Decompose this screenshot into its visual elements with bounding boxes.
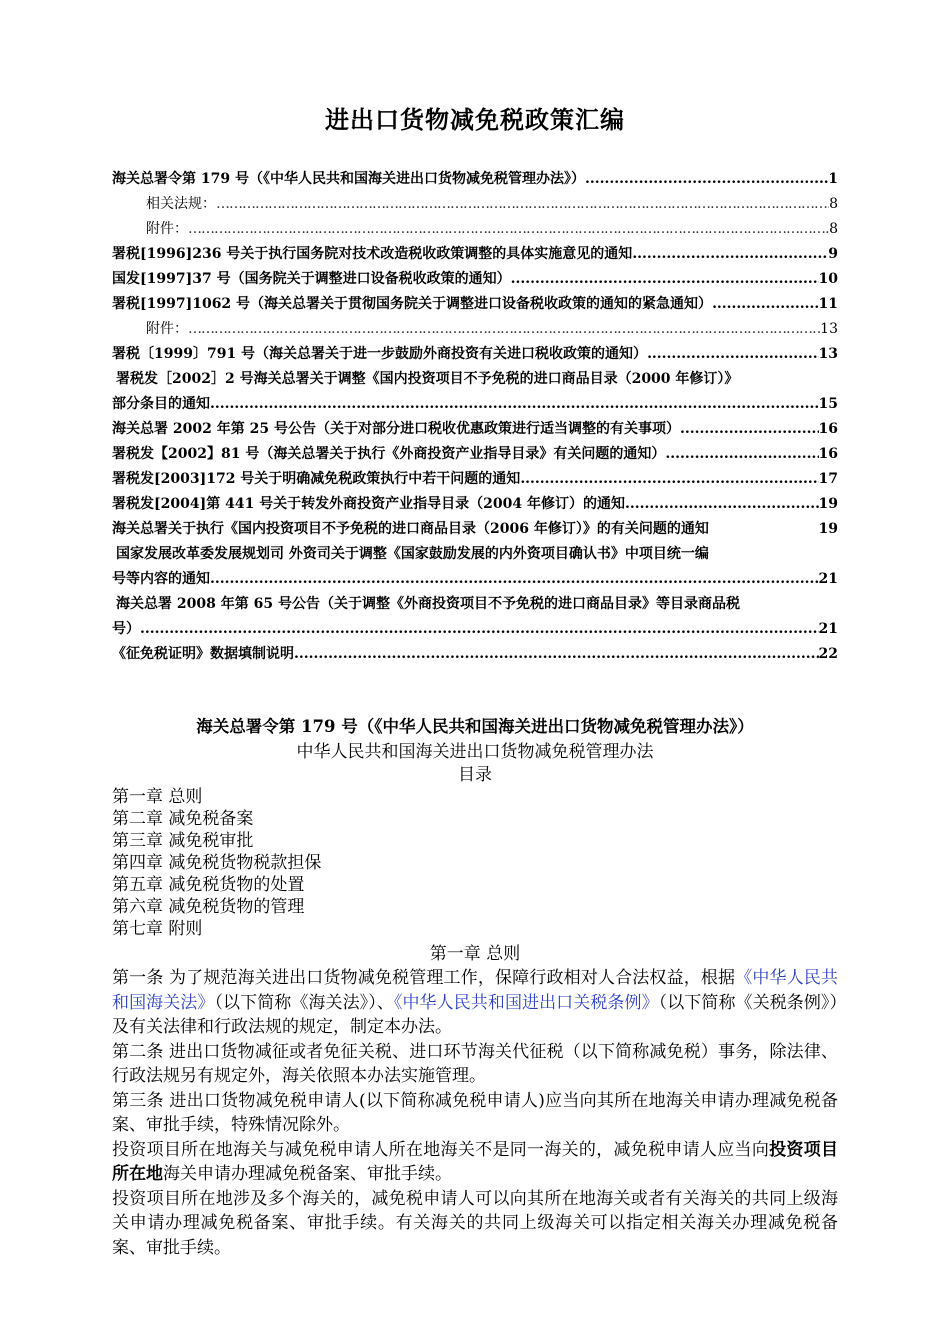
toc-entry[interactable]	[112, 317, 838, 342]
toc-entry[interactable]	[112, 592, 838, 617]
toc-leader-dots	[294, 642, 819, 667]
toc-entry-title: 海关总署 2008 年第 65 号公告（关于调整《外商投资项目不予免税的进口商品目录》等目录商品税	[116, 596, 740, 612]
toc-entry-title: 国发[1997]37 号（国务院关于调整进口设备税收政策的通知）	[112, 271, 511, 287]
toc-entry-title: 海关总署令第 179 号（《中华人民共和国海关进出口货物减免税管理办法》）	[112, 171, 585, 187]
toc-leader-dots	[188, 317, 820, 342]
toc-entry-title: 署税发［2002］2 号海关总署关于调整《国内投资项目不予免税的进口商品目录（2000 年修订）》	[116, 371, 739, 387]
customs-law-link[interactable]: 《中华人民共和国海关法》	[112, 968, 839, 1013]
article-1-text: 第一条 为了规范海关进出口货物减免税管理工作，保障行政相对人合法权益，根据	[112, 968, 736, 988]
toc-entry-title: 附件：	[146, 321, 188, 337]
contents-heading: 目录	[458, 765, 492, 785]
toc-entry-title: 国家发展改革委发展规划司 外资司关于调整《国家鼓励发展的内外资项目确认书》中项目统一编	[116, 546, 709, 562]
chapter-item: 第六章 减免税货物的管理	[112, 897, 305, 917]
toc-page-number: 19	[818, 521, 838, 537]
paragraph-4-text: 海关申请办理减免税备案、审批手续。	[163, 1164, 452, 1184]
toc-leader-dots	[665, 442, 818, 467]
toc-entry[interactable]	[112, 192, 838, 217]
toc-entry-title: 《征免税证明》数据填制说明	[112, 646, 294, 662]
toc-page-number: 13	[818, 346, 838, 362]
toc-entry[interactable]	[112, 242, 838, 267]
toc-leader-dots	[511, 267, 819, 292]
toc-page-number: 1	[828, 171, 838, 187]
toc-entry-title: 署税发[2004]第 441 号关于转发外商投资产业指导目录（2004 年修订）的通知	[112, 496, 626, 512]
toc-entry[interactable]	[112, 167, 838, 192]
toc-page-number: 22	[818, 646, 838, 662]
toc-entry-title: 署税发【2002】81 号（海关总署关于执行《外商投资产业指导目录》有关问题的通知）	[112, 446, 666, 462]
toc-entry[interactable]	[112, 292, 838, 317]
toc-leader-dots	[188, 217, 829, 242]
toc-entry[interactable]	[112, 542, 838, 567]
toc-entry[interactable]	[112, 617, 838, 642]
toc-leader-dots	[210, 567, 819, 592]
paragraph-4	[112, 1138, 838, 1187]
toc-entry[interactable]	[112, 342, 838, 367]
toc-page-number: 19	[818, 496, 838, 512]
toc-page-number: 13	[820, 321, 838, 337]
toc-entry[interactable]	[112, 217, 838, 242]
toc-leader-dots	[625, 492, 818, 517]
toc-entry-title: 海关总署关于执行《国内投资项目不予免税的进口商品目录（2006 年修订）》的有关问题的通知	[112, 521, 709, 537]
toc-leader-dots	[210, 392, 819, 417]
paragraph-4-text: 投资项目所在地海关与减免税申请人所在地海关不是同一海关的，减免税申请人应当向	[112, 1139, 770, 1160]
toc-leader-dots	[585, 167, 828, 192]
toc-page-number: 10	[818, 271, 838, 287]
toc-entry[interactable]	[112, 392, 838, 417]
toc-page-number: 15	[818, 396, 838, 412]
toc-leader-dots	[216, 192, 829, 217]
toc-leader-dots	[647, 342, 818, 367]
toc-entry[interactable]	[112, 492, 838, 517]
toc-page-number: 9	[828, 246, 838, 262]
toc-leader-dots	[680, 417, 819, 442]
toc-page-number: 11	[818, 296, 838, 312]
toc-entry-title: 署税发[2003]172 号关于明确减免税政策执行中若干问题的通知	[112, 471, 521, 487]
document-title: 进出口货物减免税政策汇编	[325, 105, 625, 134]
toc-page-number: 21	[818, 621, 838, 637]
toc-entry[interactable]	[112, 417, 838, 442]
table-of-contents	[112, 167, 838, 667]
article-1	[112, 966, 838, 1040]
toc-leader-dots	[712, 292, 818, 317]
toc-page-number: 21	[818, 571, 838, 587]
section-title: 海关总署令第 179 号（《中华人民共和国海关进出口货物减免税管理办法》）	[196, 717, 754, 736]
toc-leader-dots	[140, 617, 819, 642]
toc-entry-title: 署税〔1999〕791 号（海关总署关于进一步鼓励外商投资有关进口税收政策的通知）	[112, 346, 648, 362]
tariff-regulation-link[interactable]: 《中华人民共和国进出口关税条例》	[393, 992, 659, 1013]
toc-entry[interactable]	[112, 367, 838, 392]
toc-entry-title: 署税[1996]236 号关于执行国务院对技术改造税收政策调整的具体实施意见的通知	[112, 246, 633, 262]
toc-entry-title: 部分条目的通知	[112, 396, 210, 412]
toc-entry[interactable]	[112, 567, 838, 592]
toc-entry[interactable]	[112, 642, 838, 667]
toc-entry[interactable]	[112, 467, 838, 492]
toc-entry-title: 号）	[112, 621, 140, 637]
chapter-item: 第七章 附则	[112, 919, 203, 939]
article-3: 第三条 进出口货物减免税申请人(以下简称减免税申请人)应当向其所在地海关申请办理减免税备案、审批手续，特殊情况除外。	[112, 1090, 838, 1135]
toc-entry-title: 号等内容的通知	[112, 571, 210, 587]
toc-leader-dots	[632, 242, 828, 267]
toc-entry-title: 相关法规：	[146, 196, 216, 212]
chapter-item: 第五章 减免税货物的处置	[112, 875, 305, 895]
toc-page-number: 16	[818, 421, 838, 437]
chapter-heading: 第一章 总则	[429, 944, 521, 964]
toc-entry[interactable]	[112, 442, 838, 467]
toc-entry-title: 署税[1997]1062 号（海关总署关于贯彻国务院关于调整进口设备税收政策的通知的紧急通知）	[112, 296, 713, 312]
toc-page-number: 17	[818, 471, 838, 487]
toc-entry[interactable]	[112, 517, 838, 542]
article-2: 第二条 进出口货物减征或者免征关税、进口环节海关代征税（以下简称减免税）事务，除法律、行政法规另有规定外，海关依照本办法实施管理。	[112, 1041, 838, 1086]
toc-entry[interactable]	[112, 267, 838, 292]
chapter-item: 第二章 减免税备案	[112, 809, 254, 829]
article-1-text: （以下简称《关税条例》）及有关法律和行政法规的规定，制定本办法。	[112, 992, 839, 1037]
section-subtitle: 中华人民共和国海关进出口货物减免税管理办法	[296, 742, 654, 762]
chapter-item: 第三章 减免税审批	[112, 831, 254, 851]
chapter-item: 第四章 减免税货物税款担保	[112, 853, 322, 873]
toc-entry-title: 海关总署 2002 年第 25 号公告（关于对部分进口税收优惠政策进行适当调整的有关事项）	[112, 421, 680, 437]
toc-page-number: 16	[818, 446, 838, 462]
toc-page-number: 8	[829, 196, 838, 212]
toc-leader-dots	[520, 467, 818, 492]
paragraph-4-emphasis: 投资项目所在地	[112, 1139, 839, 1184]
paragraph-5: 投资项目所在地涉及多个海关的，减免税申请人可以向其所在地海关或者有关海关的共同上级海关申请办理减免税备案、审批手续。有关海关的共同上级海关可以指定相关海关办理减免税备案、审批手续。	[112, 1188, 838, 1258]
chapter-item: 第一章 总则	[112, 787, 203, 807]
toc-page-number: 8	[829, 221, 838, 237]
toc-entry-title: 附件：	[146, 221, 188, 237]
chapter-list	[112, 786, 838, 940]
article-1-text: （以下简称《海关法》）、	[214, 992, 394, 1013]
regulation-section	[112, 714, 838, 1260]
